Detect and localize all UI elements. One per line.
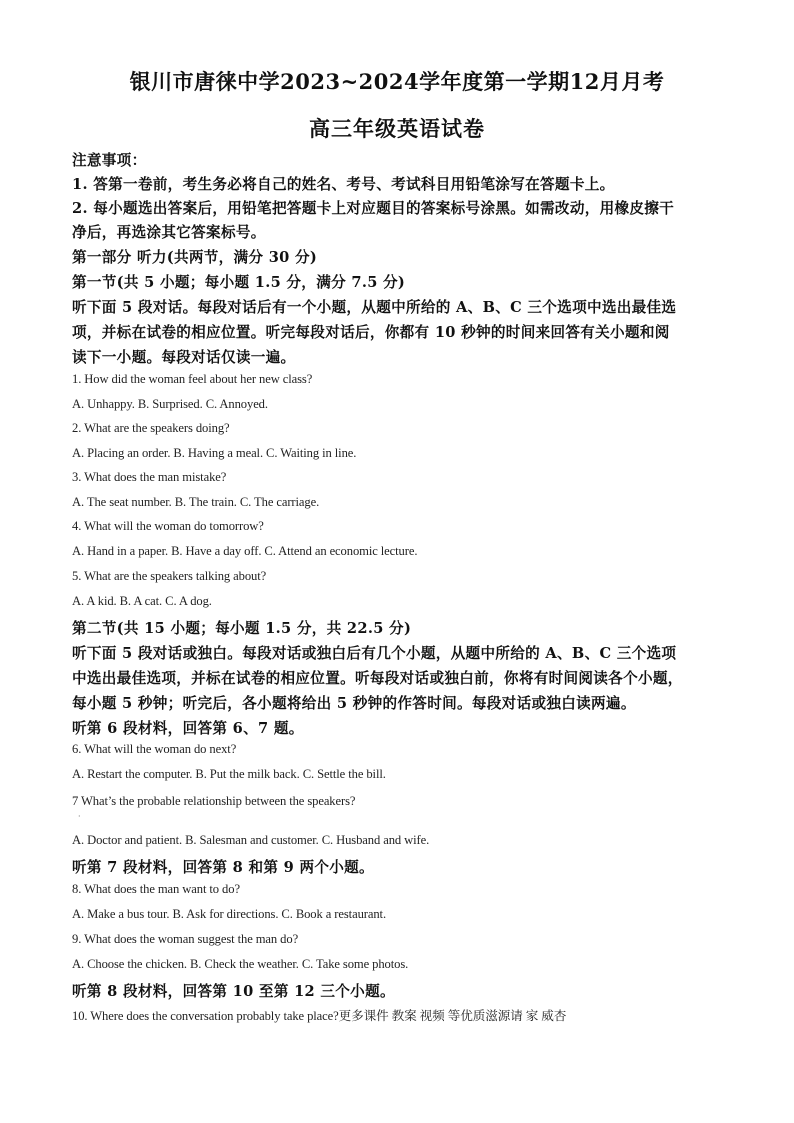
section2-instructions-line-3: 每小题 5 秒钟；听完后，各小题将给出 5 秒钟的作答时间。每段对话或独白读两遍。	[72, 695, 636, 712]
section1-instructions-line-3: 读下一小题。每段对话仅读一遍。	[72, 349, 296, 366]
section2-instructions-line-2: 中选出最佳选项，并标在试卷的相应位置。听每段对话或独白前，你将有时间阅读各个小题，	[72, 670, 683, 687]
question-6: 6. What will the woman do next?	[72, 742, 237, 756]
notice-heading: 注意事项：	[72, 152, 147, 169]
question-4-options: A. Hand in a paper. B. Have a day off. C. Attend an economic lecture.	[72, 544, 418, 558]
question-6-options: A. Restart the computer. B. Put the milk back. C. Settle the bill.	[72, 767, 386, 781]
notice-item-2-line-2: 净后，再选涂其它答案标号。	[72, 224, 266, 241]
question-8-options: A. Make a bus tour. B. Ask for directions. C. Book a restaurant.	[72, 907, 386, 921]
material-8-heading: 听第 8 段材料，回答第 10 至第 12 三个小题。	[72, 983, 395, 1000]
exam-title: 银川市唐徕中学2023~2024学年度第一学期12月月考	[129, 69, 665, 94]
question-1-options: A. Unhappy. B. Surprised. C. Annoyed.	[72, 397, 268, 411]
question-7-options: A. Doctor and patient. B. Salesman and customer. C. Husband and wife.	[72, 833, 430, 847]
stray-mark: ·	[78, 812, 81, 821]
section2-title: 第二节(共 15 小题；每小题 1.5 分，共 22.5 分)	[72, 620, 412, 637]
question-5: 5. What are the speakers talking about?	[72, 569, 267, 583]
section2-instructions-line-1: 听下面 5 段对话或独白。每段对话或独白后有几个小题，从题中所给的 A、B、C 三个选项	[72, 645, 677, 662]
question-2: 2. What are the speakers doing?	[72, 421, 230, 435]
part1-title: 第一部分 听力(共两节，满分 30 分)	[72, 249, 318, 266]
section1-instructions-line-2: 项，并标在试卷的相应位置。听完每段对话后，你都有 10 秒钟的时间来回答有关小题和阅	[72, 324, 670, 341]
material-6-heading: 听第 6 段材料，回答第 6、7 题。	[72, 720, 304, 737]
question-4: 4. What will the woman do tomorrow?	[72, 519, 264, 533]
notice-item-2-line-1: 2. 每小题选出答案后，用铅笔把答题卡上对应题目的答案标号涂黑。如需改动，用橡皮擦干	[72, 200, 675, 217]
question-1: 1. How did the woman feel about her new class?	[72, 372, 313, 386]
question-8: 8. What does the man want to do?	[72, 882, 240, 896]
question-9-options: A. Choose the chicken. B. Check the weather. C. Take some photos.	[72, 957, 409, 971]
question-3: 3. What does the man mistake?	[72, 470, 227, 484]
exam-subtitle: 高三年级英语试卷	[309, 116, 485, 141]
question-10: 10. Where does the conversation probably take place?更多课件 教案 视频 等优质滋源请 家 威杏	[72, 1009, 567, 1023]
notice-item-1: 1. 答第一卷前，考生务必将自己的姓名、考号、考试科目用铅笔涂写在答题卡上。	[72, 176, 615, 193]
question-9: 9. What does the woman suggest the man do?	[72, 932, 299, 946]
section1-title: 第一节(共 5 小题；每小题 1.5 分，满分 7.5 分)	[72, 274, 406, 291]
section1-instructions-line-1: 听下面 5 段对话。每段对话后有一个小题，从题中所给的 A、B、C 三个选项中选出最佳选	[72, 299, 677, 316]
question-7: 7 What’s the probable relationship between the speakers?	[72, 794, 356, 808]
question-2-options: A. Placing an order. B. Having a meal. C. Waiting in line.	[72, 446, 357, 460]
material-7-heading: 听第 7 段材料，回答第 8 和第 9 两个小题。	[72, 859, 374, 876]
question-3-options: A. The seat number. B. The train. C. The carriage.	[72, 495, 320, 509]
question-5-options: A. A kid. B. A cat. C. A dog.	[72, 594, 212, 608]
